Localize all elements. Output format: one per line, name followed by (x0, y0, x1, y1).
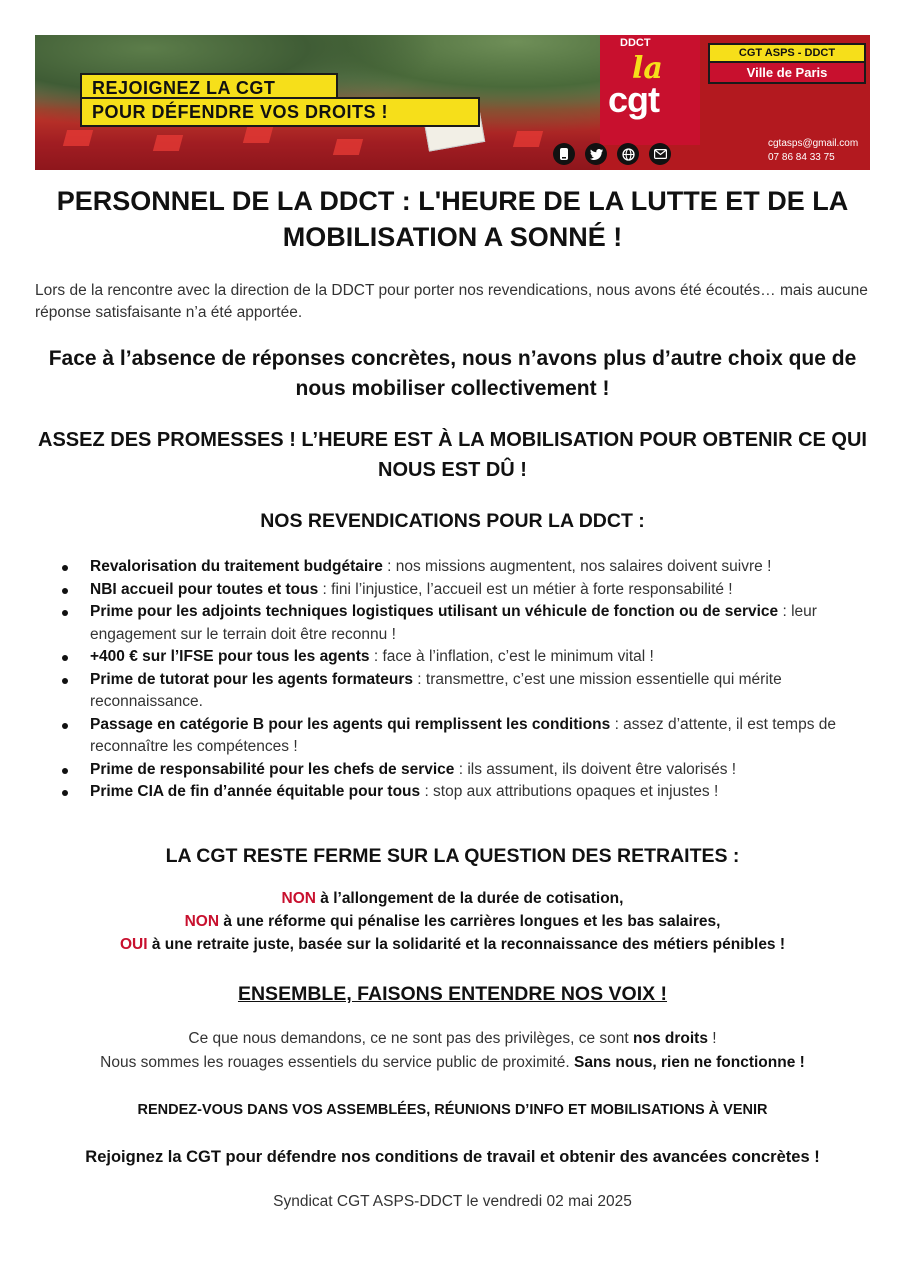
banner-slogan-line1: REJOIGNEZ LA CGT (80, 73, 338, 103)
demand-text: : assez d’attente, il est temps de reconnaître les compétences ! (90, 715, 836, 755)
closing-line (30, 1051, 875, 1075)
demand-title: Prime de tutorat pour les agents formateurs (90, 670, 413, 688)
list-item (60, 714, 875, 759)
closing-paragraph (30, 1027, 875, 1075)
list-item (60, 601, 875, 646)
list-item (60, 579, 875, 602)
retraite-line (30, 910, 875, 933)
demand-title: Prime CIA de fin d’année équitable pour tous (90, 783, 421, 800)
org-box (708, 43, 866, 84)
org-panel (700, 35, 870, 170)
join-call: Rejoignez la CGT pour défendre nos conditions de travail et obtenir des avancées concrètes ! (85, 1148, 820, 1166)
retraite-key: NON (184, 913, 220, 930)
demand-title: Passage en catégorie B pour les agents qui remplissent les conditions (90, 715, 611, 733)
org-city: Ville de Paris (710, 63, 864, 82)
mail-icon[interactable] (649, 143, 671, 165)
closing-emphasis: Sans nous, rien ne fonctionne ! (574, 1054, 805, 1071)
list-item (60, 669, 875, 714)
demand-title: Revalorisation du traitement budgétaire (90, 558, 383, 575)
retraites-statements (30, 887, 875, 956)
logo-cgt: cgt (608, 79, 659, 120)
flag-shape (513, 131, 543, 147)
phone-icon[interactable] (553, 143, 575, 165)
retraite-text: à l’allongement de la durée de cotisation, (315, 890, 624, 907)
retraite-text: à une réforme qui pénalise les carrières longues et les bas salaires, (219, 913, 721, 930)
retraite-text: à une retraite juste, basée sur la solidarité et la reconnaissance des métiers pénibles ! (147, 936, 786, 953)
page-title: PERSONNEL DE LA DDCT : L'HEURE DE LA LUTTE ET DE LA MOBILISATION A SONNÉ ! (56, 186, 849, 252)
demands-list (60, 556, 875, 804)
demand-text: : stop aux attributions opaques et injustes ! (420, 783, 719, 800)
closing-text: ! (707, 1030, 717, 1047)
flag-shape (243, 127, 273, 143)
demand-text: : leur engagement sur le terrain doit être reconnu ! (90, 603, 817, 643)
closing-line (30, 1027, 875, 1051)
crowd-photo (35, 35, 600, 170)
closing-emphasis: nos droits (633, 1030, 708, 1047)
ensemble-heading: ENSEMBLE, FAISONS ENTENDRE NOS VOIX ! (237, 983, 668, 1005)
demand-text: : nos missions augmentent, nos salaires doivent suivre ! (382, 558, 772, 575)
flag-shape (333, 139, 363, 155)
banner-slogan-line2: POUR DÉFENDRE VOS DROITS ! (80, 97, 480, 127)
contact-phone[interactable]: 07 86 84 33 75 (768, 152, 835, 163)
demand-text: : fini l’injustice, l’accueil est un métier à forte responsabilité ! (318, 580, 733, 598)
list-item (60, 646, 875, 669)
twitter-icon[interactable] (585, 143, 607, 165)
web-icon[interactable] (617, 143, 639, 165)
closing-text: Ce que nous demandons, ce ne sont pas des privilèges, ce sont (188, 1030, 634, 1047)
logo-la: la (632, 51, 663, 86)
contact-info (768, 137, 858, 165)
demand-title: Prime de responsabilité pour les chefs de service (90, 760, 455, 778)
revendications-heading: NOS REVENDICATIONS POUR LA DDCT : (260, 510, 645, 532)
social-icons (553, 143, 671, 165)
call-statement: Face à l’absence de réponses concrètes, nous n’avons plus d’autre choix que de nous mobiliser collectivement ! (48, 347, 857, 400)
flag-shape (63, 130, 93, 146)
demand-text: : face à l’inflation, c’est le minimum vital ! (369, 648, 654, 665)
demand-title: +400 € sur l’IFSE pour tous les agents (90, 648, 370, 665)
closing-text: Nous sommes les rouages essentiels du service public de proximité. (100, 1054, 574, 1071)
retraite-line (30, 933, 875, 956)
retraite-key: NON (281, 890, 316, 907)
org-name: CGT ASPS - DDCT (710, 45, 864, 63)
list-item (60, 759, 875, 782)
contact-email[interactable]: cgtasps@gmail.com (768, 138, 859, 149)
header-banner (35, 35, 870, 170)
rendezvous-notice: RENDEZ-VOUS DANS VOS ASSEMBLÉES, RÉUNIONS D’INFO ET MOBILISATIONS À VENIR (137, 1102, 768, 1118)
demand-title: NBI accueil pour toutes et tous (90, 580, 319, 598)
demand-text: : transmettre, c’est une mission essentielle qui mérite reconnaissance. (90, 670, 782, 710)
list-item (60, 556, 875, 579)
mobilisation-heading: ASSEZ DES PROMESSES ! L’HEURE EST À LA MOBILISATION POUR OBTENIR CE QUI NOUS EST DÛ ! (38, 429, 867, 481)
retraite-key: OUI (119, 936, 148, 953)
retraite-line (30, 887, 875, 910)
list-item (60, 781, 875, 804)
demand-text: : ils assument, ils doivent être valorisés ! (454, 760, 737, 778)
flag-shape (153, 135, 183, 151)
retraites-heading: LA CGT RESTE FERME SUR LA QUESTION DES RETRAITES : (165, 845, 740, 867)
signature: Syndicat CGT ASPS-DDCT le vendredi 02 mai 2025 (273, 1193, 632, 1210)
cgt-logo (600, 35, 700, 145)
intro-paragraph: Lors de la rencontre avec la direction de la DDCT pour porter nos revendications, nous avons été écoutés… mais aucune réponse satisfaisante n’a été apportée. (35, 282, 868, 321)
demand-title: Prime pour les adjoints techniques logistiques utilisant un véhicule de fonction ou de service (90, 603, 779, 620)
logo-tag: DDCT (616, 37, 655, 49)
